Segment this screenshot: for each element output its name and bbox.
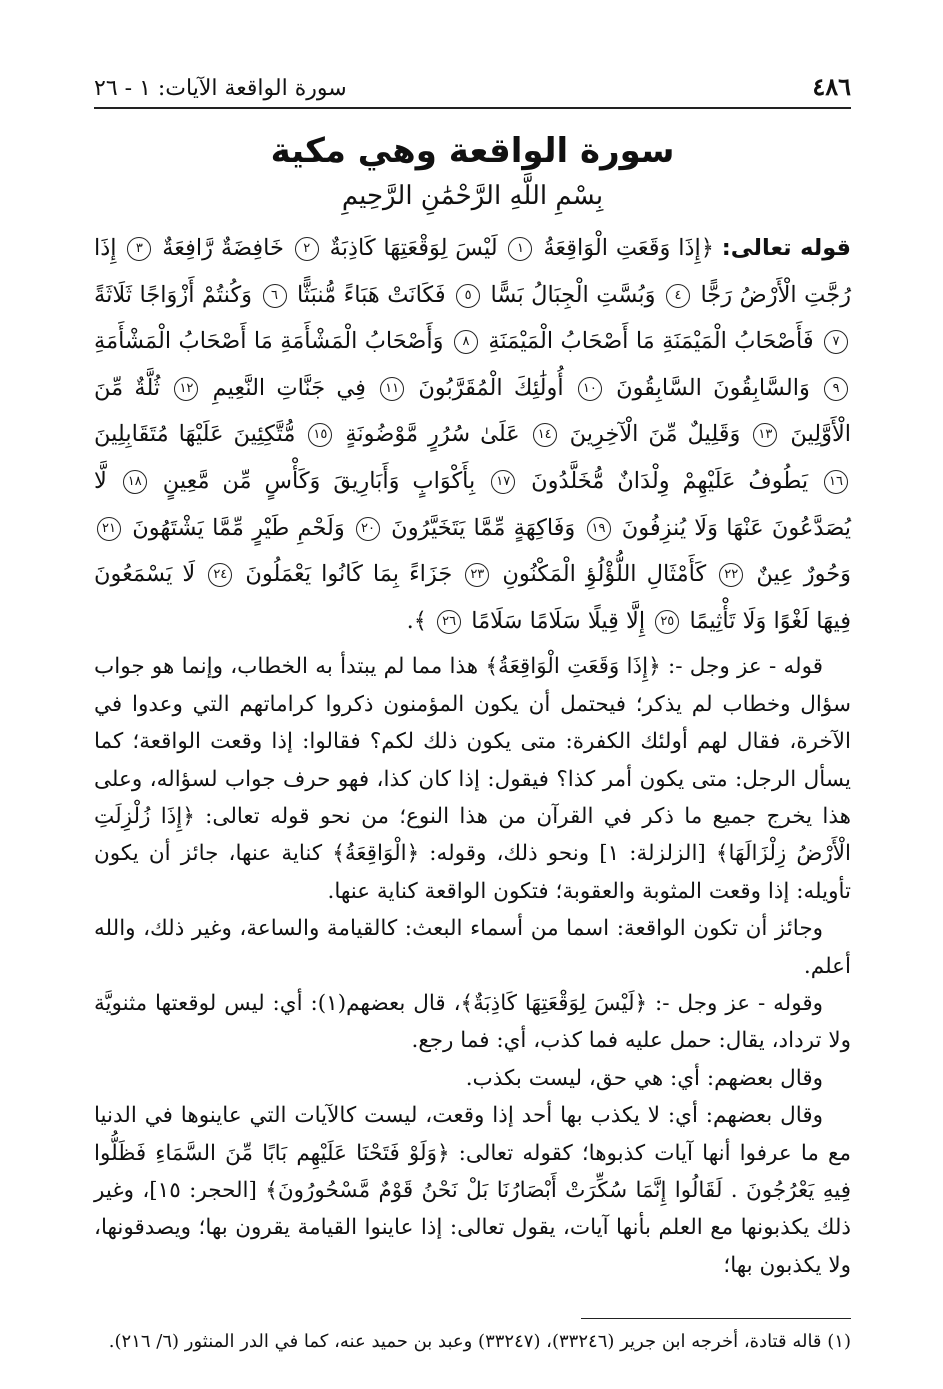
- verse-number-badge: ١٨: [123, 470, 147, 494]
- verse-number-badge: ١٥: [308, 423, 332, 447]
- verse-text: أُولَٰئِكَ الْمُقَرَّبُونَ: [418, 374, 564, 401]
- verse-text: جَزَاءً بِمَا كَانُوا يَعْمَلُونَ: [245, 561, 453, 588]
- verse-number-badge: ١: [508, 237, 532, 261]
- verse-number-badge: ٥: [456, 284, 480, 308]
- verse-number-badge: ٣: [127, 237, 151, 261]
- verse-text: لَيْسَ لِوَقْعَتِهَا كَاذِبَةٌ: [329, 235, 498, 261]
- page-number: ٤٨٦: [812, 72, 851, 101]
- verse-number-badge: ٢١: [97, 517, 121, 541]
- verse-text: عَلَىٰ سُرُرٍ مَّوْضُونَةٍ: [345, 421, 520, 448]
- paragraph: قوله - عز وجل -: ﴿إِذَا وَقَعَتِ الْوَاقِعَةُ﴾ هذا مما لم يبتدأ به الخطاب، وإنما هو جواب سؤال وخطاب لم يذكر؛ فيحتمل أن يكون المؤمنون ذكروا كراماتهم التي وعدوا في الآخرة، فقال لهم أولئك الكفرة: متى يكون ذلك لكم؟ فقالوا: إذا وقعت الواقعة؛ كما يسأل الرجل: متى يكون أمر كذا؟ فيقول: إذا كان كذا، فهو حرف جواب لسؤاله، وعلى هذا يخرج جميع ما ذكر في القرآن من هذا النوع؛ من نحو قوله تعالى: ﴿إِذَا زُلْزِلَتِ الْأَرْضُ زِلْزَالَهَا﴾ [الزلزلة: ١] ونحو ذلك، وقوله: ﴿الْوَاقِعَةُ﴾ كناية عنها، جائز أن يكون تأويله: إذا وقعت المثوبة والعقوبة؛ فتكون الواقعة كناية عنها.: [94, 654, 851, 904]
- verse-number-badge: ١٠: [578, 377, 602, 401]
- verse-text: يَطُوفُ عَلَيْهِمْ وِلْدَانٌ مُّخَلَّدُونَ: [531, 467, 809, 494]
- paragraph: وجائز أن تكون الواقعة: اسما من أسماء البعث: كالقيامة والساعة، وغير ذلك، والله أعلم.: [94, 916, 851, 979]
- verse-text: إِلَّا قِيلًا سَلَامًا سَلَامًا: [471, 607, 646, 634]
- verse-text: بِأَكْوَابٍ وَأَبَارِيقَ وَكَأْسٍ مِّن مَّعِينٍ: [162, 467, 476, 494]
- verse-number-badge: ٨: [454, 330, 478, 354]
- verse-text: وَكُنتُمْ أَزْوَاجًا ثَلَاثَةً: [94, 281, 253, 308]
- verse-number-badge: ١١: [380, 377, 404, 401]
- verse-text: ﴿إِذَا وَقَعَتِ الْوَاقِعَةُ: [543, 235, 714, 261]
- verse-number-badge: ١٣: [753, 423, 777, 447]
- verse-text: مُّتَّكِئِينَ عَلَيْهَا مُتَقَابِلِينَ: [94, 421, 296, 448]
- surah-title: سورة الواقعة وهي مكية: [270, 131, 675, 171]
- basmala: بِسْمِ اللَّهِ الرَّحْمَٰنِ الرَّحِيمِ: [341, 181, 604, 211]
- verse-number-badge: ٩: [824, 377, 848, 401]
- footnote: (١) قاله قتادة، أخرجه ابن جرير (٣٣٢٤٦)، (٣٣٢٤٧) وعبد بن حميد عنه، كما في الدر المنثور (٦/ ٢١٦).: [108, 1331, 851, 1353]
- paragraph: وقال بعضهم: أي: لا يكذب بها أحد إذا وقعت، ليست كالآيات التي عاينوها في الدنيا مع ما عرفوا أنها آيات كذبوها؛ كقوله تعالى: ﴿وَلَوْ فَتَحْنَا عَلَيْهِم بَابًا مِّنَ السَّمَاءِ فَظَلُّوا فِيهِ يَعْرُجُونَ . لَقَالُوا إِنَّمَا سُكِّرَتْ أَبْصَارُنَا بَلْ نَحْنُ قَوْمٌ مَّسْحُورُونَ﴾ [الحجر: ١٥]، وغير ذلك يكذبونها مع العلم بأنها آيات، يقول تعالى: إذا عاينوا القيامة يقرون بها؛ ويصدقونها، ولا يكذبون بها؛: [94, 1103, 852, 1278]
- verse-text: وَأَصْحَابُ الْمَشْأَمَةِ مَا أَصْحَابُ الْمَشْأَمَةِ: [94, 328, 444, 355]
- verse-text: لَا يَسْمَعُونَ فِيهَا لَغْوًا وَلَا تَأْثِيمًا: [94, 561, 851, 634]
- verse-number-badge: ٤: [666, 284, 690, 308]
- verse-number-badge: ٢٦: [437, 610, 461, 634]
- verse-text: وَحُورٌ عِينٌ: [756, 561, 852, 588]
- verse-text: وَلَحْمِ طَيْرٍ مِّمَّا يَشْتَهُونَ: [132, 514, 345, 541]
- verse-text: إِذَا رُجَّتِ الْأَرْضُ رَجًّا: [94, 235, 851, 308]
- verse-text: خَافِضَةٌ رَّافِعَةٌ: [162, 235, 284, 261]
- verse-number-badge: ١٤: [533, 423, 557, 447]
- verse-number-badge: ١٢: [174, 377, 198, 401]
- verse-number-badge: ٢٤: [208, 563, 232, 587]
- verse-text: فَكَانَتْ هَبَاءً مُّنبَثًّا: [296, 281, 446, 308]
- paragraph: وقال بعضهم: أي: هي حق، ليست بكذب.: [465, 1065, 823, 1091]
- page-header: [94, 60, 851, 109]
- verse-text: وَبُسَّتِ الْجِبَالُ بَسًّا: [490, 281, 656, 308]
- running-title: سورة الواقعة الآيات: ١ - ٢٦: [94, 76, 347, 101]
- verse-text: ثُلَّةٌ مِّنَ الْأَوَّلِينَ: [94, 374, 852, 448]
- verse-number-badge: ٢٠: [356, 517, 380, 541]
- verse-number-badge: ٢٣: [465, 563, 489, 587]
- footnote-divider: [581, 1318, 851, 1319]
- verse-number-badge: ١٧: [491, 470, 515, 494]
- verse-text: فِي جَنَّاتِ النَّعِيمِ: [212, 374, 366, 401]
- verse-text: وَقَلِيلٌ مِّنَ الْآخِرِينَ: [569, 421, 741, 448]
- verse-text: فَأَصْحَابُ الْمَيْمَنَةِ مَا أَصْحَابُ الْمَيْمَنَةِ: [488, 328, 814, 355]
- commentary: [94, 648, 851, 1284]
- verse-number-badge: ٢٥: [655, 610, 679, 634]
- verse-text: وَفَاكِهَةٍ مِّمَّا يَتَخَيَّرُونَ: [391, 514, 576, 541]
- verse-text: وَالسَّابِقُونَ السَّابِقُونَ: [616, 374, 810, 401]
- verse-text: لَّا يُصَدَّعُونَ عَنْهَا وَلَا يُنزِفُونَ: [94, 467, 852, 541]
- quran-verses: [94, 225, 851, 644]
- verse-text: كَأَمْثَالِ اللُّؤْلُؤِ الْمَكْنُونِ: [502, 561, 707, 588]
- verse-number-badge: ٢: [295, 237, 319, 261]
- verse-number-badge: ٦: [263, 284, 287, 308]
- verse-number-badge: ١٦: [824, 470, 848, 494]
- verse-number-badge: ١٩: [587, 517, 611, 541]
- verse-number-badge: ٧: [824, 330, 848, 354]
- verses-end: ﴾.: [406, 607, 427, 634]
- verses-lead: قوله تعالى:: [721, 235, 852, 261]
- verse-number-badge: ٢٢: [719, 563, 743, 587]
- paragraph: وقوله - عز وجل -: ﴿لَيْسَ لِوَقْعَتِهَا كَاذِبَةٌ﴾، قال بعضهم(١): أي: ليس لوقعتها مثنويَّة ولا ترداد، يقال: حمل عليه فما كذب، أي: فما رجع.: [94, 991, 851, 1054]
